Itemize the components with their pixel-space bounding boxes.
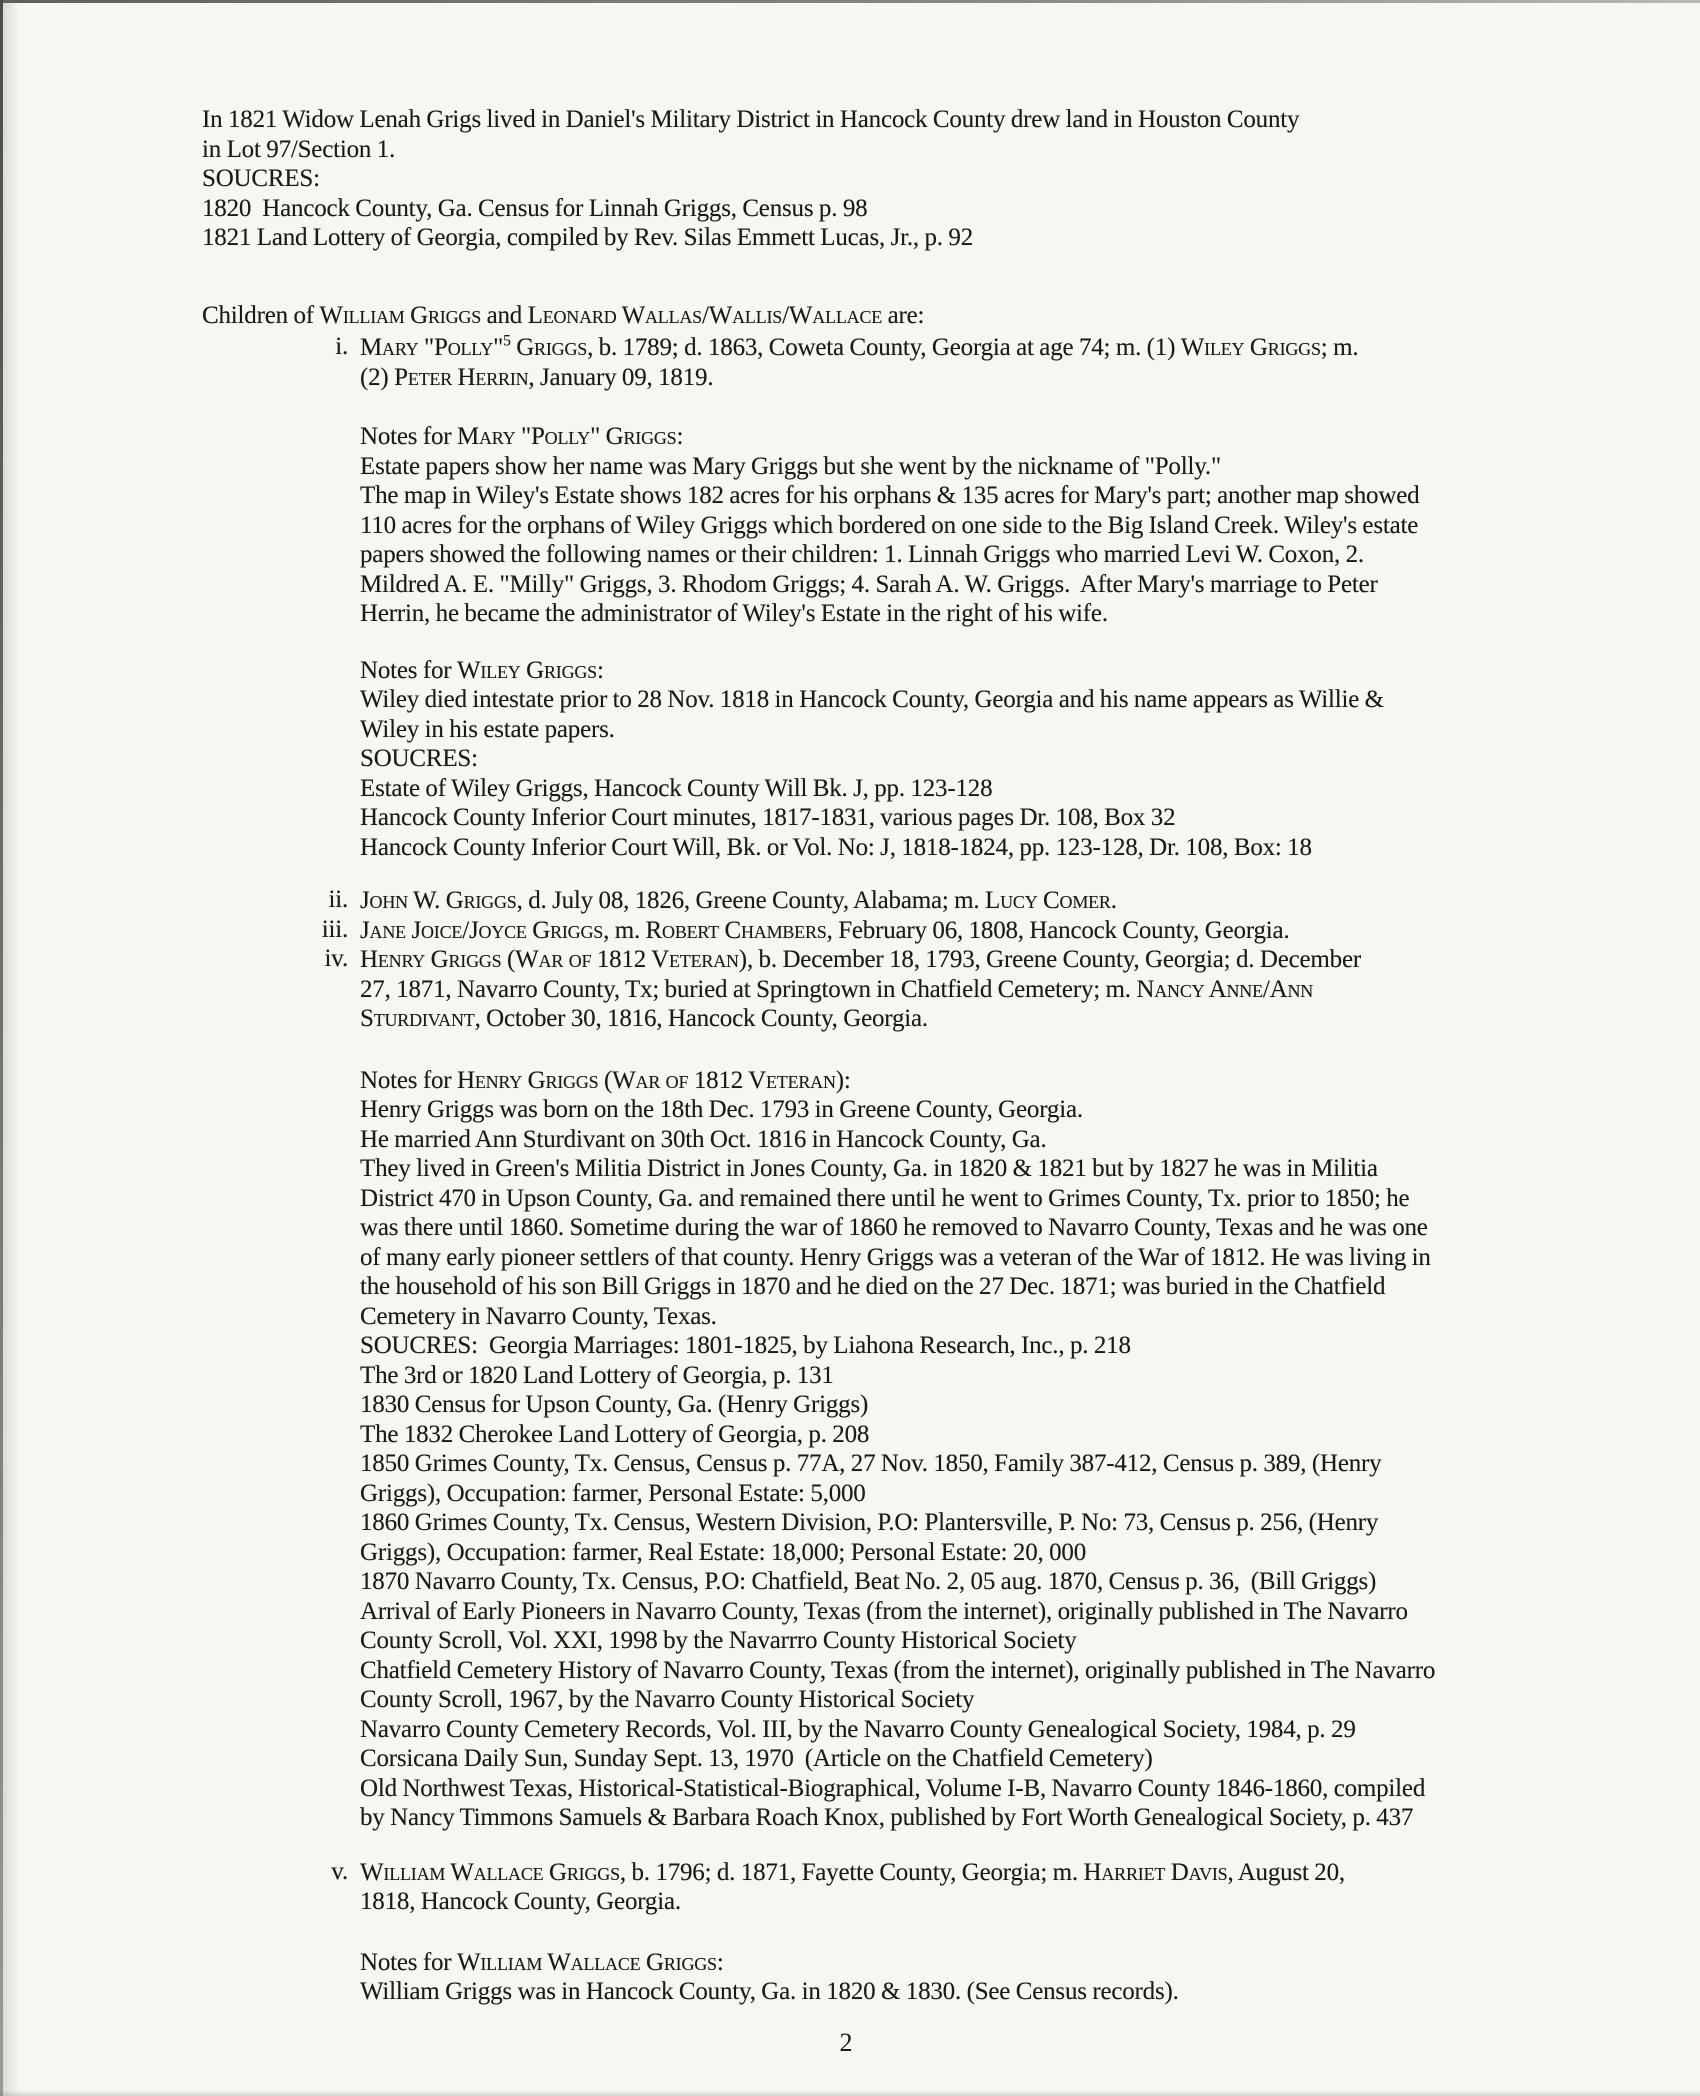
child-item-v	[202, 1858, 1542, 1917]
text-line: 1870 Navarro County, Tx. Census, P.O: Chatfield, Beat No. 2, 05 aug. 1870, Census p. 36, (Bill Griggs)	[360, 1568, 1377, 1595]
text-line: The 3rd or 1820 Land Lottery of Georgia, p. 131	[360, 1361, 834, 1389]
text-line: Herrin, he became the administrator of Wiley's Estate in the right of his wife.	[360, 600, 1108, 627]
text-line: Henry Griggs was born on the 18th Dec. 1793 in Greene County, Georgia.	[360, 1096, 1083, 1123]
text-line: 110 acres for the orphans of Wiley Griggs which bordered on one side to the Big Island Creek. Wiley's estate	[360, 511, 1419, 539]
text-line: Children of William Griggs and Leonard Wallas/Wallis/Wallace are:	[202, 301, 925, 329]
text-line: Notes for Henry Griggs (War of 1812 Veteran):	[360, 1066, 851, 1094]
text-line: 27, 1871, Navarro County, Tx; buried at Springtown in Chatfield Cemetery; m. Nancy Anne/Ann	[360, 975, 1314, 1003]
text-line: He married Ann Sturdivant on 30th Oct. 1816 in Hancock County, Ga.	[360, 1125, 1047, 1153]
child-item-iii-marker: iii.	[321, 915, 348, 943]
text-line: Notes for Wiley Griggs:	[360, 656, 604, 684]
document-body	[202, 105, 1542, 2007]
text-line: Chatfield Cemetery History of Navarro County, Texas (from the internet), originally published in The Navarro	[360, 1656, 1436, 1684]
text-line: 1818, Hancock County, Georgia.	[360, 1888, 681, 1915]
text-line: Navarro County Cemetery Records, Vol. III, by the Navarro County Genealogical Society, 1984, p. 29	[360, 1715, 1356, 1743]
notes-wiley-griggs	[202, 656, 1542, 863]
text-line: Notes for Mary "Polly" Griggs:	[360, 423, 684, 450]
text-line: SOUCRES:	[202, 165, 320, 192]
text-line: The map in Wiley's Estate shows 182 acres for his orphans & 135 acres for Mary's part; another map showed	[360, 482, 1420, 509]
text-line: County Scroll, 1967, by the Navarro County Historical Society	[360, 1686, 975, 1713]
notes-henry-griggs	[202, 1066, 1542, 1833]
text-line: by Nancy Timmons Samuels & Barbara Roach Knox, published by Fort Worth Genealogical Society, p. 437	[360, 1804, 1414, 1831]
text-line: John W. Griggs, d. July 08, 1826, Greene County, Alabama; m. Lucy Comer.	[360, 887, 1117, 914]
notes-mary-polly-griggs	[202, 422, 1542, 629]
scan-shadow-bottom	[0, 2090, 1700, 2096]
text-line: Corsicana Daily Sun, Sunday Sept. 13, 1970 (Article on the Chatfield Cemetery)	[360, 1745, 1153, 1772]
child-item-i-marker: i.	[335, 333, 348, 360]
text-line: Notes for William Wallace Griggs:	[360, 1948, 724, 1976]
text-line: 1830 Census for Upson County, Ga. (Henry Griggs)	[360, 1391, 869, 1418]
text-line: William Wallace Griggs, b. 1796; d. 1871, Fayette County, Georgia; m. Harriet Davis, August 20,	[360, 1858, 1345, 1886]
child-item-iii	[202, 916, 1542, 946]
text-line: Wiley died intestate prior to 28 Nov. 1818 in Hancock County, Georgia and his name appears as Willie &	[360, 686, 1384, 713]
text-line: County Scroll, Vol. XXI, 1998 by the Navarrro County Historical Society	[360, 1627, 1077, 1654]
text-line: papers showed the following names or their children: 1. Linnah Griggs who married Levi W. Coxon, 2.	[360, 541, 1364, 568]
text-line: Sturdivant, October 30, 1816, Hancock County, Georgia.	[360, 1005, 928, 1032]
scan-edge-top	[0, 0, 1700, 3]
text-line: SOUCRES:	[360, 745, 478, 772]
child-item-iv-marker: iv.	[324, 945, 348, 972]
text-line: The 1832 Cherokee Land Lottery of Georgia, p. 208	[360, 1420, 870, 1448]
children-heading	[202, 301, 1542, 331]
child-item-ii-marker: ii.	[328, 886, 348, 913]
text-line: William Griggs was in Hancock County, Ga. in 1820 & 1830. (See Census records).	[360, 1978, 1179, 2005]
text-line: SOUCRES: Georgia Marriages: 1801-1825, by Liahona Research, Inc., p. 218	[360, 1332, 1131, 1359]
intro-paragraph	[202, 105, 1542, 253]
text-line: 1820 Hancock County, Ga. Census for Linnah Griggs, Census p. 98	[202, 194, 868, 222]
text-line: the household of his son Bill Griggs in 1870 and he died on the 27 Dec. 1871; was buried in the Chatfield	[360, 1273, 1386, 1300]
text-line: Henry Griggs (War of 1812 Veteran), b. December 18, 1793, Greene County, Georgia; d. December	[360, 946, 1361, 973]
text-line: Estate papers show her name was Mary Griggs but she went by the nickname of "Polly."	[360, 452, 1221, 480]
text-line: In 1821 Widow Lenah Grigs lived in Daniel's Military District in Hancock County drew land in Houston County	[202, 106, 1300, 133]
page-number: 2	[839, 2028, 853, 2057]
text-line: Old Northwest Texas, Historical-Statistical-Biographical, Volume I-B, Navarro County 1846-1860, compiled	[360, 1774, 1426, 1802]
text-line: 1860 Grimes County, Tx. Census, Western Division, P.O: Plantersville, P. No: 73, Census p. 256, (Henry	[360, 1509, 1379, 1536]
text-line: Mary "Polly"$^5$ Griggs, b. 1789; d. 1863, Coweta County, Georgia at age 74; m. (1) Wiley Griggs; m.	[360, 332, 1359, 361]
child-item-v-marker: v.	[331, 1857, 348, 1885]
child-item-ii	[202, 886, 1542, 916]
child-item-iv	[202, 945, 1542, 1034]
text-line: 1850 Grimes County, Tx. Census, Census p. 77A, 27 Nov. 1850, Family 387-412, Census p. 389, (Henry	[360, 1450, 1382, 1477]
text-line: Arrival of Early Pioneers in Navarro County, Texas (from the internet), originally published in The Navarro	[360, 1597, 1408, 1625]
text-line: Cemetery in Navarro County, Texas.	[360, 1302, 717, 1330]
text-line: Estate of Wiley Griggs, Hancock County Will Bk. J, pp. 123-128	[360, 774, 993, 802]
text-line: (2) Peter Herrin, January 09, 1819.	[360, 363, 714, 391]
scan-shadow-left	[3, 0, 19, 2096]
text-line: Griggs), Occupation: farmer, Personal Estate: 5,000	[360, 1479, 866, 1507]
text-line: They lived in Green's Militia District in Jones County, Ga. in 1820 & 1821 but by 1827 he was in Militia	[360, 1155, 1378, 1182]
text-line: in Lot 97/Section 1.	[202, 135, 396, 163]
text-line: Jane Joice/Joyce Griggs, m. Robert Chambers, February 06, 1808, Hancock County, Georgia.	[360, 916, 1290, 944]
text-line: 1821 Land Lottery of Georgia, compiled by Rev. Silas Emmett Lucas, Jr., p. 92	[202, 224, 974, 251]
text-line: Hancock County Inferior Court Will, Bk. or Vol. No: J, 1818-1824, pp. 123-128, Dr. 108, Box: 18	[360, 833, 1312, 861]
child-item-i	[202, 333, 1542, 392]
text-line: of many early pioneer settlers of that county. Henry Griggs was a veteran of the War of 1812. He was living in	[360, 1243, 1431, 1271]
text-line: Hancock County Inferior Court minutes, 1817-1831, various pages Dr. 108, Box 32	[360, 804, 1176, 831]
text-line: was there until 1860. Sometime during the war of 1860 he removed to Navarro County, Texas and he was one	[360, 1214, 1428, 1241]
text-line: Mildred A. E. "Milly" Griggs, 3. Rhodom Griggs; 4. Sarah A. W. Griggs. After Mary's marriage to Peter	[360, 570, 1378, 598]
text-line: Griggs), Occupation: farmer, Real Estate: 18,000; Personal Estate: 20, 000	[360, 1538, 1087, 1566]
text-line: Wiley in his estate papers.	[360, 715, 615, 743]
text-line: District 470 in Upson County, Ga. and remained there until he went to Grimes County, Tx. prior to 1850; he	[360, 1184, 1410, 1212]
notes-william-wallace-griggs	[202, 1948, 1542, 2007]
